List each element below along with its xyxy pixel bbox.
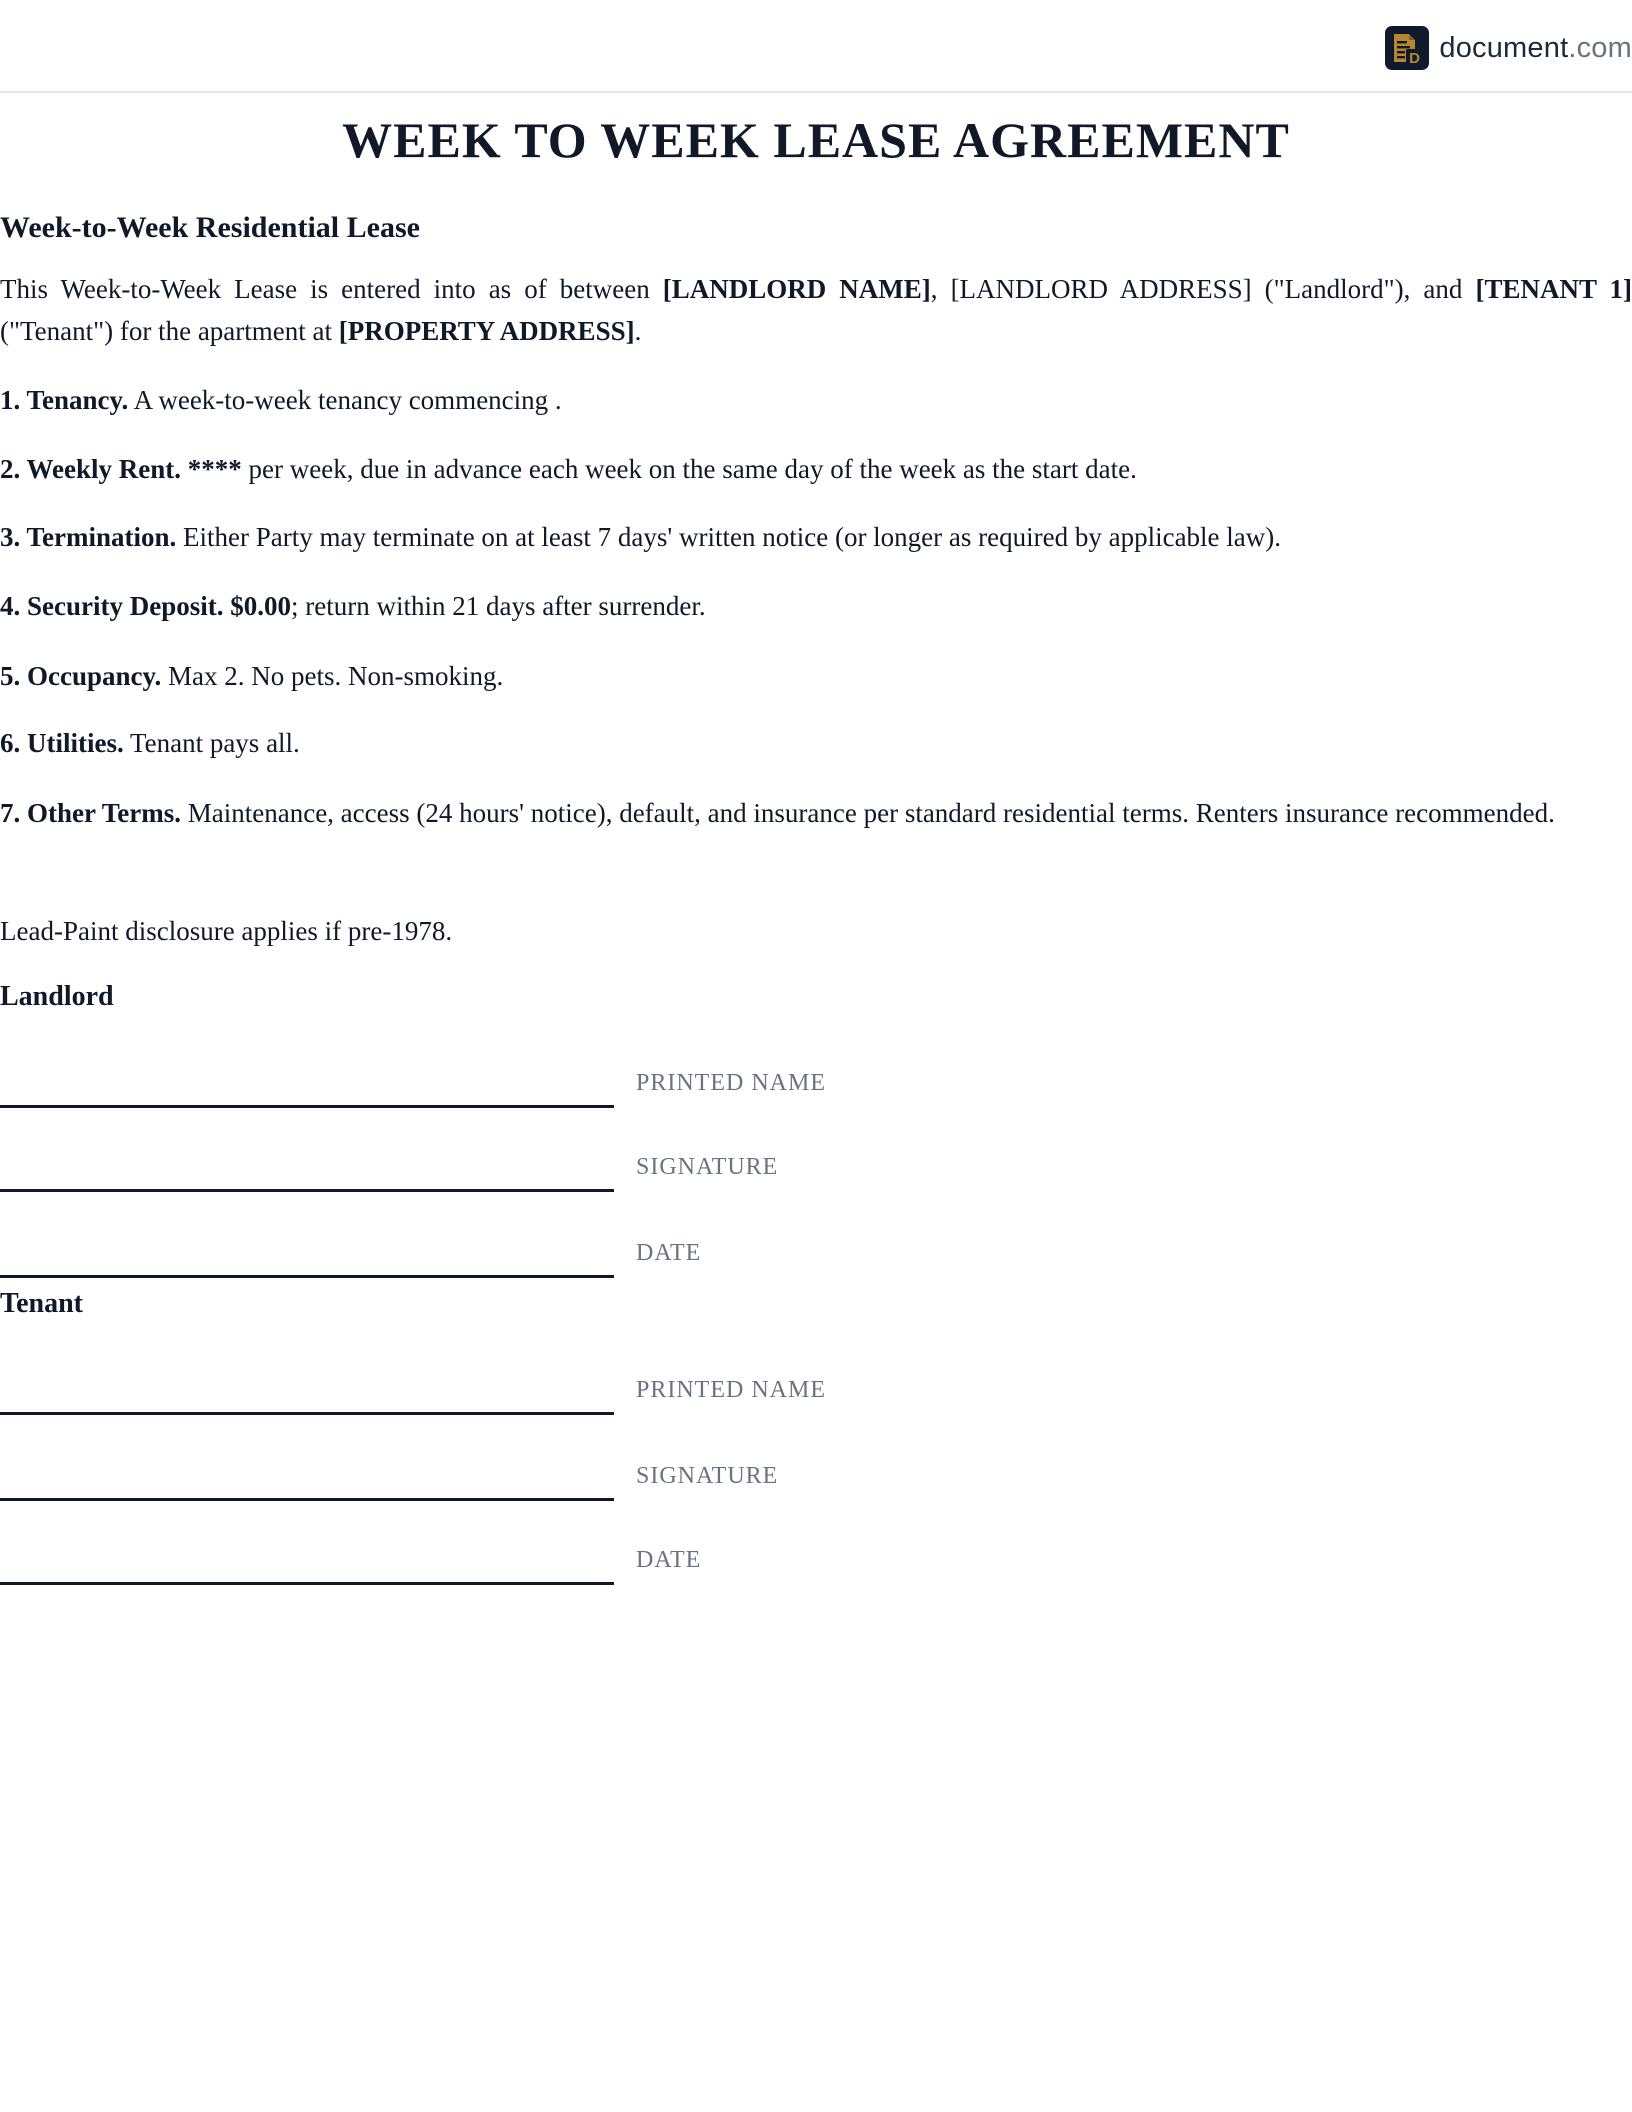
clause-occupancy [0,655,1632,697]
clause-security-deposit [0,585,1632,627]
tenant-name-placeholder: [TENANT 1] [1475,274,1632,304]
clause-text: A week-to-week tenancy commencing . [128,385,562,415]
clause-weekly-rent [0,448,1632,490]
landlord-signature-line[interactable] [0,1189,614,1192]
clause-text: Max 2. No pets. Non-smoking. [161,661,504,691]
landlord-signature-label: SIGNATURE [636,1154,779,1180]
document-title: WEEK TO WEEK LEASE AGREEMENT [342,112,1290,168]
clause-text: Tenant pays all. [123,728,300,758]
landlord-date-line[interactable] [0,1275,614,1278]
landlord-section-label: Landlord [0,981,114,1012]
clause-heading: 7. Other Terms. [0,798,181,828]
intro-paragraph [0,268,1632,352]
intro-text: ("Tenant") for the apartment at [0,316,339,346]
landlord-printed-name-line[interactable] [0,1105,614,1108]
tenant-date-label: DATE [636,1547,702,1573]
rent-amount: **** [181,454,242,484]
clause-text: Either Party may terminate on at least 7 days' written notice (or longer as required by applicable law). [176,522,1282,552]
tenant-section-label: Tenant [0,1288,84,1319]
svg-text:D: D [1409,50,1421,67]
intro-text: . [634,316,642,346]
tenant-signature-label: SIGNATURE [636,1463,779,1489]
tenant-printed-name-line[interactable] [0,1412,614,1415]
intro-text: This Week-to-Week Lease is entered into as of between [0,274,663,304]
clause-heading: 6. Utilities. [0,728,124,758]
clause-heading: 5. Occupancy. [0,661,162,691]
brand-tld: .com [1568,31,1632,64]
landlord-name-placeholder: [LANDLORD NAME] [662,274,931,304]
document-subtitle: Week-to-Week Residential Lease [0,211,420,244]
landlord-printed-name-label: PRINTED NAME [636,1070,826,1096]
clause-utilities [0,722,1632,764]
brand-name: document [1439,31,1569,64]
landlord-date-label: DATE [636,1240,702,1266]
deposit-amount: $0.00 [223,591,291,621]
clause-heading: 3. Termination. [0,522,177,552]
lead-paint-note: Lead-Paint disclosure applies if pre-1978. [0,916,453,946]
clause-text: per week, due in advance each week on the same day of the week as the start date. [241,454,1137,484]
document-logo-icon [1385,26,1429,70]
brand-wordmark [1439,32,1632,65]
tenant-signature-line[interactable] [0,1498,614,1501]
clause-tenancy [0,379,1632,421]
tenant-date-line[interactable] [0,1582,614,1585]
clause-heading: 4. Security Deposit. [0,591,224,621]
clause-text: Maintenance, access (24 hours' notice), default, and insurance per standard residential terms. Renters insurance recommended. [181,798,1555,828]
clause-heading: 1. Tenancy. [0,385,129,415]
property-address-placeholder: [PROPERTY ADDRESS] [338,316,635,346]
clause-heading: 2. Weekly Rent. [0,454,181,484]
intro-text: , [LANDLORD ADDRESS] ("Landlord"), and [930,274,1476,304]
top-bar [0,0,1632,93]
clause-termination [0,516,1632,558]
brand-logo[interactable] [1385,25,1632,71]
clause-other-terms [0,792,1632,834]
clause-text: ; return within 21 days after surrender. [290,591,706,621]
tenant-printed-name-label: PRINTED NAME [636,1377,826,1403]
